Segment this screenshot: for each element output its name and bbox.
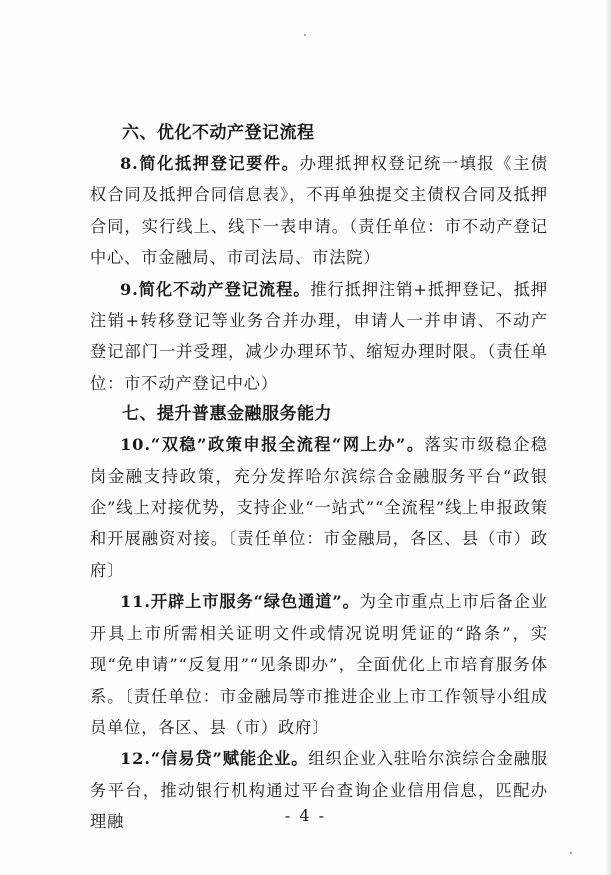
- paragraph-item-8: [90, 148, 548, 274]
- scan-speck: [570, 852, 572, 854]
- section-heading-7: 七、提升普惠金融服务能力: [122, 404, 332, 425]
- item-10-title: 10.“双稳”政策申报全流程“网上办”。: [120, 435, 425, 455]
- item-12-body: 组织企业入驻哈尔滨综合金融服务平台，推动银行机构通过平台查询企业信用信息，匹配办理融: [90, 749, 548, 832]
- scan-speck: [304, 34, 306, 36]
- item-10-body: 落实市级稳企稳岗金融支持政策，充分发挥哈尔滨综合金融服务平台“政银企”线上对接优势，支持企业“一站式”“全流程”线上申报政策和开展融资对接。〔责任单位：市金融局，各区、县（市）政府〕: [90, 435, 548, 580]
- paragraph-item-9: [90, 274, 548, 400]
- item-8-title: 8.简化抵押登记要件。: [120, 154, 300, 173]
- item-8-body: 办理抵押权登记统一填报《主债权合同及抵押合同信息表》，不再单独提交主债权合同及抵押合同，实行线上、线下一表申请。（责任单位：市不动产登记中心、市金融局、市司法局、市法院）: [90, 154, 548, 268]
- paragraph-item-11: [90, 586, 548, 743]
- page-number: - 4 -: [284, 806, 327, 825]
- item-11-body: 为全市重点上市后备企业开具上市所需相关证明文件或情况说明凭证的“路条”，实现“免申请”“反复用”“见条即办”，全面优化上市培育服务体系。〔责任单位：市金融局等市推进企业上市工作领导小组成员单位，各区、县（市）政府〕: [90, 592, 548, 737]
- item-12-title: 12.“信易贷”赋能企业。: [120, 749, 309, 769]
- item-9-body: 推行抵押注销+抵押登记、抵押注销+转移登记等业务合并办理，申请人一并申请、不动产登记部门一并受理，减少办理环节、缩短办理时限。（责任单位：市不动产登记中心）: [90, 279, 548, 393]
- paragraph-item-10: [90, 429, 548, 586]
- item-11-title: 11.开辟上市服务“绿色通道”。: [120, 592, 360, 612]
- scan-edge-shadow: [605, 0, 611, 875]
- document-body: [90, 118, 548, 838]
- section-heading-6: 六、优化不动产登记流程: [122, 123, 315, 143]
- item-9-title: 9.简化不动产登记流程。: [120, 279, 311, 299]
